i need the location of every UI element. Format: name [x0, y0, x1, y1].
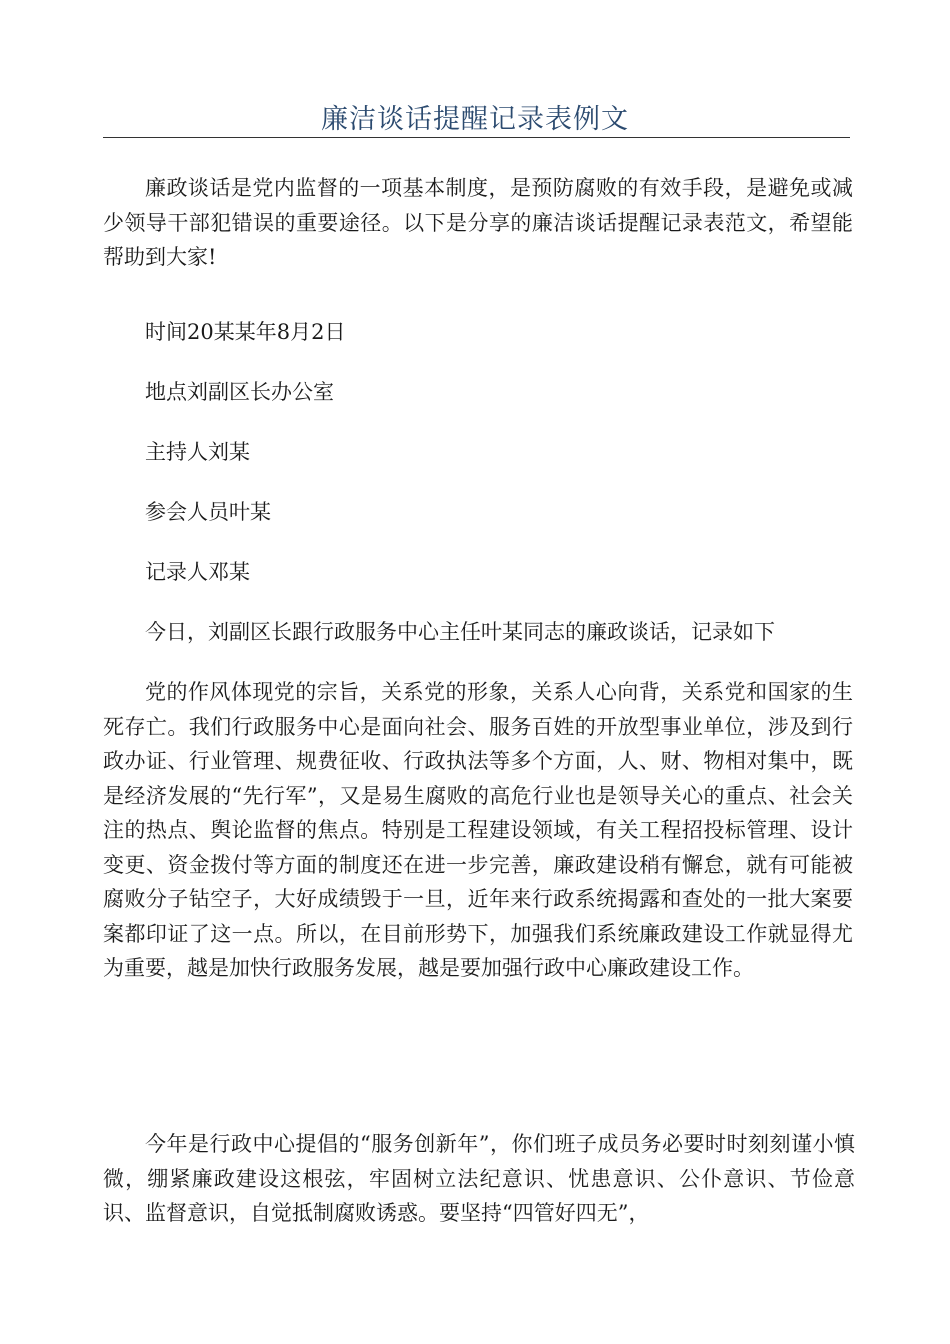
meeting-place: 地点刘副区长办公室	[145, 380, 334, 404]
document-title: 廉洁谈话提醒记录表例文	[321, 104, 629, 135]
title-underline	[103, 137, 850, 138]
meeting-host: 主持人刘某	[145, 440, 250, 464]
body-paragraph: 党的作风体现党的宗旨，关系党的形象，关系人心向背，关系党和国家的生死存亡。我们行政服务中心是面向社会、服务百姓的开放型事业单位，涉及到行政办证、行业管理、规费征收、行政执法等多个方面，人、财、物相对集中，既是经济发展的“先行军”，又是易生腐败的高危行业也是领导关心的重点、社会关注的热点、舆论监督的焦点。特别是工程建设领域，有关工程招投标管理、设计变更、资金拨付等方面的制度还在进一步完善，廉政建设稍有懈怠，就有可能被腐败分子钻空子，大好成绩毁于一旦，近年来行政系统揭露和查处的一批大案要案都印证了这一点。所以，在目前形势下，加强我们系统廉政建设工作就显得尤为重要，越是加快行政服务发展，越是要加强行政中心廉政建设工作。	[103, 680, 853, 980]
meeting-recorder: 记录人邓某	[145, 560, 250, 584]
record-intro: 今日，刘副区长跟行政服务中心主任叶某同志的廉政谈话，记录如下	[145, 620, 775, 644]
meeting-time: 时间20某某年8月2日	[145, 320, 346, 344]
meeting-attendees: 参会人员叶某	[145, 500, 271, 524]
intro-paragraph: 廉政谈话是党内监督的一项基本制度，是预防腐败的有效手段，是避免或减少领导干部犯错误的重要途径。以下是分享的廉洁谈话提醒记录表范文，希望能帮助到大家!	[103, 176, 853, 269]
body-paragraph: 今年是行政中心提倡的“服务创新年”，你们班子成员务必要时时刻刻谨小慎微，绷紧廉政建设这根弦，牢固树立法纪意识、忧患意识、公仆意识、节俭意识、监督意识，自觉抵制腐败诱惑。要坚持“四管好四无”，	[103, 1132, 855, 1225]
